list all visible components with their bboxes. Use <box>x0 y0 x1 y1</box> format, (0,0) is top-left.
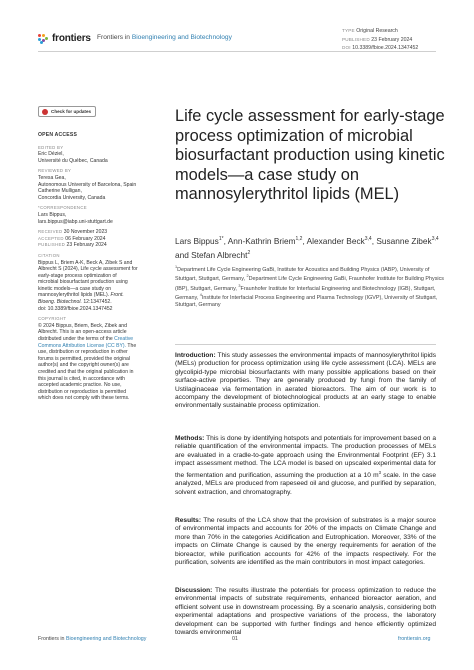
frontiers-logo-icon <box>38 34 48 44</box>
affil-sup: 3 <box>238 283 241 288</box>
citation-label: CITATION <box>38 252 60 258</box>
citation-doi[interactable]: doi: 10.3389/fbioe.2024.1347452 <box>38 305 113 312</box>
abstract-divider <box>175 344 436 345</box>
page-number: 01 <box>232 636 238 642</box>
introduction-text: This study assesses the environmental impacts of mannosylerythritol lipids (MELs) production for process optimization using life cycle assessment (LCA). MELs are glycolipid-type microbial biosurfactants with many possible applications based on their surface-active properties. They are generally produced by fungi from the family of Ustilaginaceae via fermentation in aerated bioreactors. The aim of our work is to accompany the development of biotechnological products at an early stage to enable environmentally sustainable process optimization. <box>175 352 436 410</box>
author-sup: 1,2 <box>295 236 303 242</box>
abstract-methods <box>175 435 436 497</box>
check-updates-button[interactable] <box>38 106 96 117</box>
footer-journal-name: Bioengineering and Biotechnology <box>65 636 147 642</box>
author-name: Stefan Albrecht <box>191 249 248 260</box>
doi-value[interactable]: 10.3389/fbioe.2024.1347452 <box>352 45 419 52</box>
author-name: Alexander Beck <box>306 235 365 246</box>
abstract-introduction <box>175 352 436 411</box>
author[interactable] <box>175 236 224 246</box>
correspondence-block <box>38 212 138 225</box>
author[interactable] <box>191 250 250 260</box>
affil-text: Fraunhofer Institute for Interfacial Engineering and Biotechnology (IGB), Stuttgart, Germany, <box>175 285 436 301</box>
author[interactable] <box>228 236 303 246</box>
editor-block <box>38 151 138 164</box>
copyright-block <box>38 323 138 402</box>
citation-text: Bippus L, Briem A-K, Beck A, Zibek S and Albrecht S (2024), Life cycle assessment for early-stage process optimization of microbial biosurfactant production using kinetic models—a case study on mannosylerythritol lipids (MEL). <box>38 259 138 299</box>
journal-name[interactable] <box>97 34 232 41</box>
citation-journal: Front. Bioeng. Biotechnol. <box>38 292 124 306</box>
published-value: 23 February 2024 <box>371 36 413 43</box>
citation-block <box>38 260 138 313</box>
methods-text-cont: scale. In the case analyzed, MELs are produced from rapeseed oil and glucose, and purified by separation, solvent extraction, and chromatography. <box>175 471 436 496</box>
discussion-text: The results illustrate the potentials for process optimization to reduce the environmental impacts of substrate requirements, enhanced bioreactor aeration, and efficient solvent use in downstream processing. By a scenario analysis, considering both experimental adaptations and prospective variations of the process, the laboratory development can be supported with further findings and hence efficiently optimized towards environmental <box>175 587 436 637</box>
published-label: PUBLISHED <box>342 36 370 42</box>
author-sup: 3,4 <box>431 236 439 242</box>
copyright-text-cont: The use, distribution or reproduction in other forums is permitted, provided the original author(s) and the copyright owner(s) are credited and that the original publication in this journal is cited, in accordance with accepted academic practice. No use, distribution or reproduction is permitted which does not comply with these terms. <box>38 342 137 402</box>
author-sup: 1* <box>218 236 224 242</box>
published-label: PUBLISHED <box>38 242 66 248</box>
accepted-date: 06 February 2024 <box>65 235 106 242</box>
author[interactable] <box>307 236 372 246</box>
sidebar <box>38 132 138 404</box>
article-meta <box>342 27 418 53</box>
affiliations <box>175 264 445 308</box>
check-updates-label: Check for updates <box>51 109 92 114</box>
reviewer-affil: Concordia University, Canada <box>38 194 106 201</box>
author[interactable] <box>376 236 438 246</box>
author-sup: 2 <box>247 249 251 256</box>
footer-journal[interactable] <box>38 636 146 642</box>
correspondence-label: *CORRESPONDENCE <box>38 205 87 211</box>
reviewer-affil: Autonomous University of Barcelona, Spain <box>38 181 137 188</box>
results-text: The results of the LCA show that the provision of substrates is a major source of environmental impacts and accounts for 20% of the impacts on Climate Change and more than 70% in the categories Acidification and Eutrophication. Moreover, 33% of the impacts on Climate Change is caused by the energy requirements for aeration of the bioreactor, while purification accounts for 42% of the impacts respectively. For the purification, solvents are identified as the main contributors in most impact categories. <box>175 517 436 567</box>
author-name: Susanne Zibek <box>376 235 432 246</box>
affil-sup: 2 <box>246 274 249 279</box>
citation-volume: 12:1347452. <box>81 299 112 306</box>
journal-title: Bioengineering and Biotechnology <box>131 34 232 41</box>
correspondence-name: Lars Bippus, <box>38 211 67 218</box>
author-name: Lars Bippus <box>175 235 219 246</box>
correspondence-email[interactable]: lars.bippus@iabp.uni-stuttgart.de <box>38 218 113 225</box>
received-date: 30 November 2023 <box>63 229 108 236</box>
open-access-label: OPEN ACCESS <box>38 132 78 138</box>
footer-journal-prefix: Frontiers in <box>38 636 66 642</box>
affil-text: Department Life Cycle Engineering GaBi, Institute for Acoustics and Building Physics (IABP), University of Stuttgart, Stuttgart, Germany, <box>175 266 430 283</box>
reviewer-name: Teresa Gea, <box>38 174 66 181</box>
affil-sup: 1 <box>175 265 178 269</box>
article-title: Life cycle assessment for early-stage process optimization of microbial biosurfactant production using kinetic models—a case study on mannosylerythritol lipids (MEL) <box>175 107 445 204</box>
frontiers-logo[interactable] <box>38 33 91 44</box>
author-list: Lars Bippus$^{1*}$, Ann-Kathrin Briem$^{1,2}$, Alexander Beck$^{3,4}$, Susanne Zibek$^{3,4}$ and Stefan Albrecht$^2$ <box>175 235 439 260</box>
methods-text: This is done by identifying hotspots and potentials for improvement based on a reliable quantification of the environmental impacts. The production processes of MELs are evaluated in a cradle-to-gate approach using the Environmental Footprint (EF) 3.1 impact assessment method. The LCA model is based on upscaled experimental data for the fermentation and purification, assuming the production at a 10 m <box>175 435 436 479</box>
type-value: Original Research <box>356 28 398 34</box>
methods-sup: 3 <box>378 469 381 475</box>
copyright-text: © 2024 Bippus, Briem, Beck, Zibek and Albrecht. This is an open-access article distributed under the terms of the <box>38 322 127 343</box>
copyright-label: COPYRIGHT <box>38 316 67 322</box>
reviewer-name: Catherine Mulligan, <box>38 188 82 195</box>
accepted-label: ACCEPTED <box>38 235 64 241</box>
author-name: Ann-Kathrin Briem <box>227 235 296 246</box>
license-link[interactable]: Creative Commons Attribution License (CC BY). <box>38 336 134 349</box>
methods-heading: Methods: <box>175 435 205 442</box>
affil-text: Department Life Cycle Engineering GaBi, Fraunhofer Institute for Building Physics (IBP), Stuttgart, Germany, <box>175 276 444 292</box>
type-label: TYPE <box>342 28 355 33</box>
reviewed-label: REVIEWED BY <box>38 168 72 174</box>
abstract-discussion <box>175 587 436 637</box>
edited-label: EDITED BY <box>38 144 64 150</box>
received-label: RECEIVED <box>38 229 63 235</box>
affil-sup: 4 <box>199 293 202 298</box>
introduction-heading: Introduction: <box>175 352 216 359</box>
doi-label: DOI <box>342 45 351 51</box>
header-divider <box>38 51 436 52</box>
abstract-results <box>175 517 436 567</box>
reviewer-block <box>38 175 138 201</box>
journal-prefix: Frontiers in <box>97 34 132 41</box>
dates-block <box>38 229 138 249</box>
update-badge-icon <box>42 109 48 115</box>
brand-name: frontiers <box>52 33 91 44</box>
discussion-heading: Discussion: <box>175 587 213 594</box>
footer-site-link[interactable]: frontiersin.org <box>398 636 431 642</box>
published-date: 23 February 2024 <box>66 242 107 249</box>
affil-text: Institute for Interfacial Process Engineering and Plasma Technology (IGVP), University of Stuttgart, Stuttgart, Germany <box>175 294 438 308</box>
editor-name: Eric Déziel, <box>38 151 64 158</box>
editor-affil: Université du Québec, Canada <box>38 157 108 164</box>
author-sup: 3,4 <box>364 236 372 242</box>
results-heading: Results: <box>175 517 202 524</box>
